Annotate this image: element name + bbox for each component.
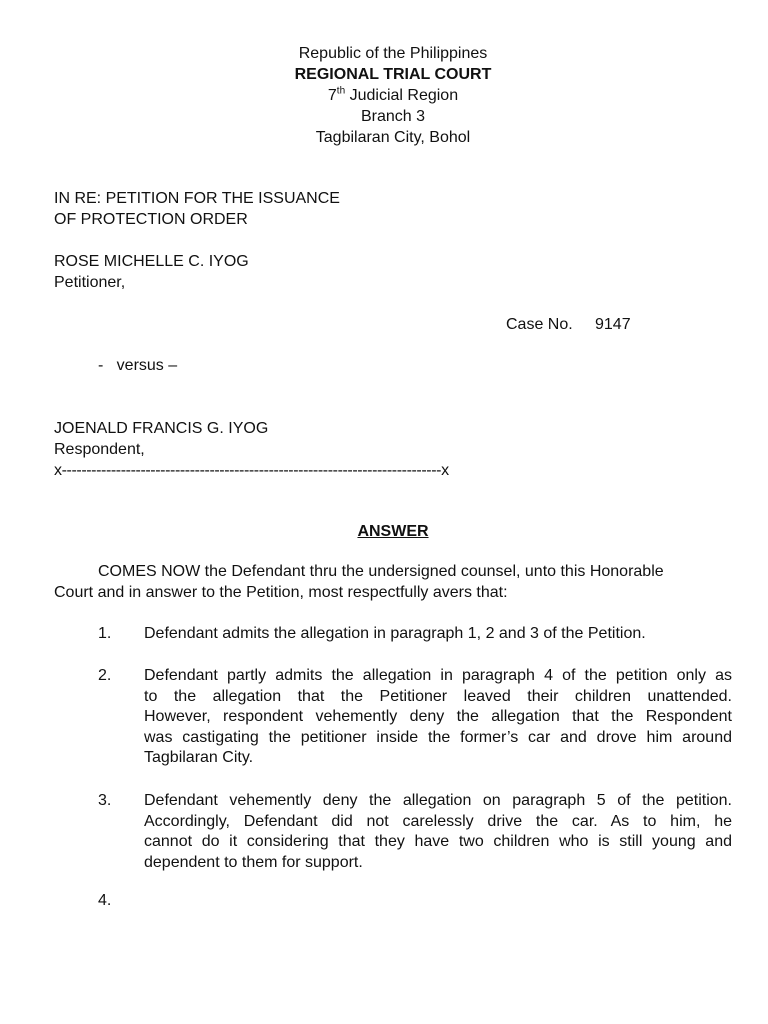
in-re-line-1: IN RE: PETITION FOR THE ISSUANCE bbox=[54, 190, 340, 207]
paragraph-3 bbox=[144, 791, 732, 873]
paragraph-line: Defendant admits the allegation in paragraph 1, 2 and 3 of the Petition. bbox=[144, 625, 646, 642]
case-number: 9147 bbox=[595, 316, 631, 333]
paragraph-line: to the allegation that the Petitioner leaved their children unattended. bbox=[144, 687, 732, 705]
case-label: Case No. bbox=[506, 316, 573, 333]
petitioner-role: Petitioner, bbox=[54, 274, 126, 291]
republic-line: Republic of the Philippines bbox=[298, 45, 488, 62]
respondent-role: Respondent, bbox=[54, 441, 145, 458]
paragraph-1 bbox=[144, 624, 732, 645]
branch-line: Branch 3 bbox=[360, 108, 426, 125]
paragraph-line: was castigating the petitioner inside the former’s car and drove him around bbox=[144, 728, 732, 746]
region-suffix: th bbox=[336, 85, 346, 97]
paragraph-line: Accordingly, Defendant did not carelessly drive the car. As to him, he bbox=[144, 812, 732, 830]
court-name: REGIONAL TRIAL COURT bbox=[294, 66, 492, 83]
paragraph-2 bbox=[144, 666, 732, 769]
intro-line-1: COMES NOW the Defendant thru the undersigned counsel, unto this Honorable bbox=[98, 563, 664, 580]
intro-line-2: Court and in answer to the Petition, most respectfully avers that: bbox=[54, 584, 508, 601]
region-text: Judicial Region bbox=[345, 87, 459, 104]
paragraph-line: However, respondent vehemently deny the allegation that the Respondent bbox=[144, 708, 732, 725]
versus-line: - versus – bbox=[98, 357, 178, 374]
paragraph-line: dependent to them for support. bbox=[144, 853, 363, 871]
paragraph-number: 1. bbox=[98, 625, 112, 642]
paragraph-line: cannot do it considering that they have two children who is still young and bbox=[144, 833, 732, 850]
paragraph-line: Tagbilaran City. bbox=[144, 749, 254, 766]
respondent-name: JOENALD FRANCIS G. IYOG bbox=[54, 420, 269, 437]
in-re-line-2: OF PROTECTION ORDER bbox=[54, 211, 248, 228]
paragraph-number: 4. bbox=[98, 892, 112, 909]
city-line: Tagbilaran City, Bohol bbox=[315, 129, 471, 146]
document-title: ANSWER bbox=[357, 523, 429, 540]
petitioner-name: ROSE MICHELLE C. IYOG bbox=[54, 253, 249, 270]
paragraph-number: 3. bbox=[98, 792, 112, 809]
caption-separator: x-----------------------------------------------------------------------------x bbox=[54, 462, 449, 479]
paragraph-line: Defendant partly admits the allegation in paragraph 4 of the petition only as bbox=[144, 667, 732, 684]
paragraph-line: Defendant vehemently deny the allegation on paragraph 5 of the petition. bbox=[144, 792, 732, 809]
region-number: 7 bbox=[327, 87, 337, 104]
judicial-region bbox=[0, 86, 768, 106]
paragraph-number: 2. bbox=[98, 667, 112, 684]
